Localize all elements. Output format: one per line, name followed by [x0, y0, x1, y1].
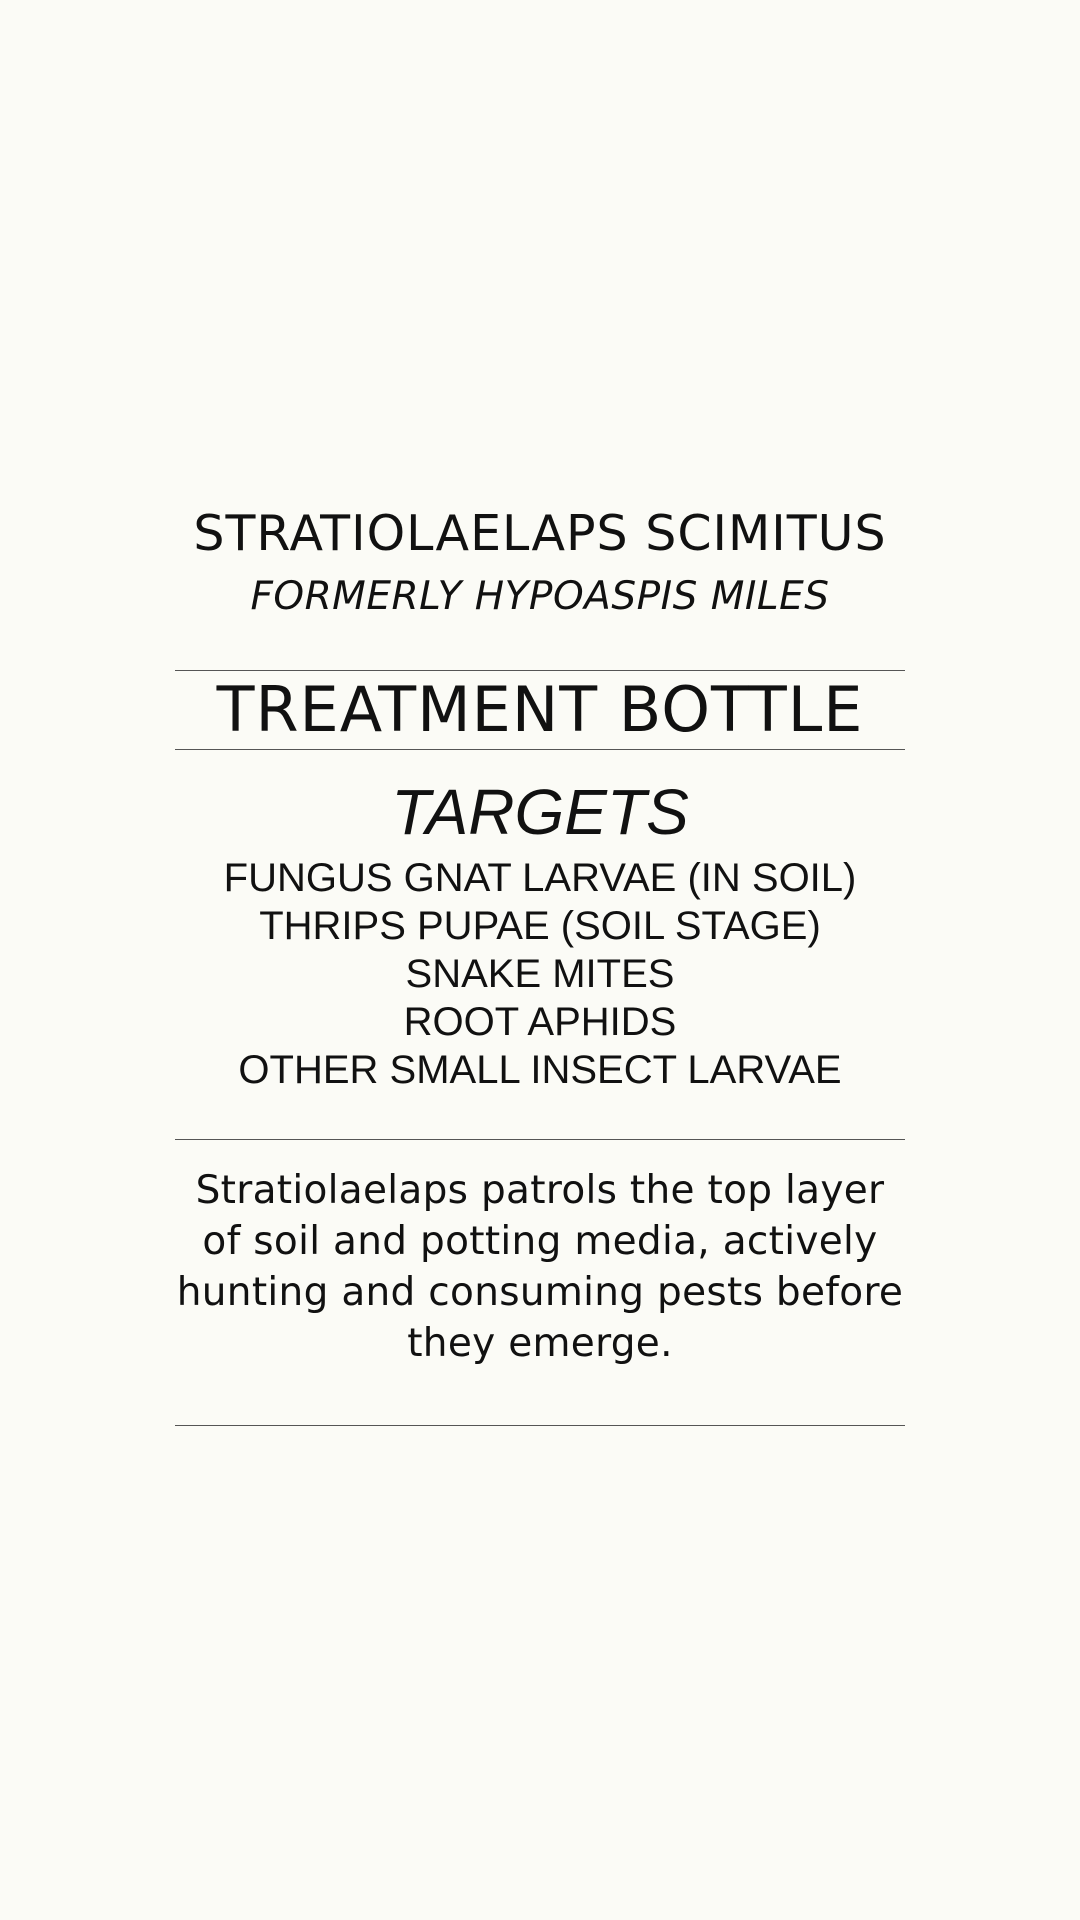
- product-type-title: TREATMENT BOTTLE: [216, 673, 864, 746]
- divider-top: [175, 670, 905, 671]
- divider-bottom: [175, 1425, 905, 1426]
- species-name: STRATIOLAELAPS SCIMITUS: [193, 505, 887, 562]
- target-item: FUNGUS GNAT LARVAE (IN SOIL): [223, 856, 857, 900]
- description-text: Stratiolaelaps patrols the top layer of soil and potting media, actively hunting and consuming pests before they emerge.: [176, 1168, 904, 1366]
- divider-targets: [175, 1139, 905, 1140]
- former-name: FORMERLY HYPOASPIS MILES: [250, 574, 830, 619]
- targets-heading: TARGETS: [391, 776, 689, 848]
- targets-list: [175, 854, 905, 1094]
- target-item: THRIPS PUPAE (SOIL STAGE): [259, 904, 821, 948]
- target-item: OTHER SMALL INSECT LARVAE: [238, 1048, 842, 1092]
- target-item: SNAKE MITES: [405, 952, 675, 996]
- divider-product: [175, 749, 905, 750]
- target-item: ROOT APHIDS: [403, 1000, 677, 1044]
